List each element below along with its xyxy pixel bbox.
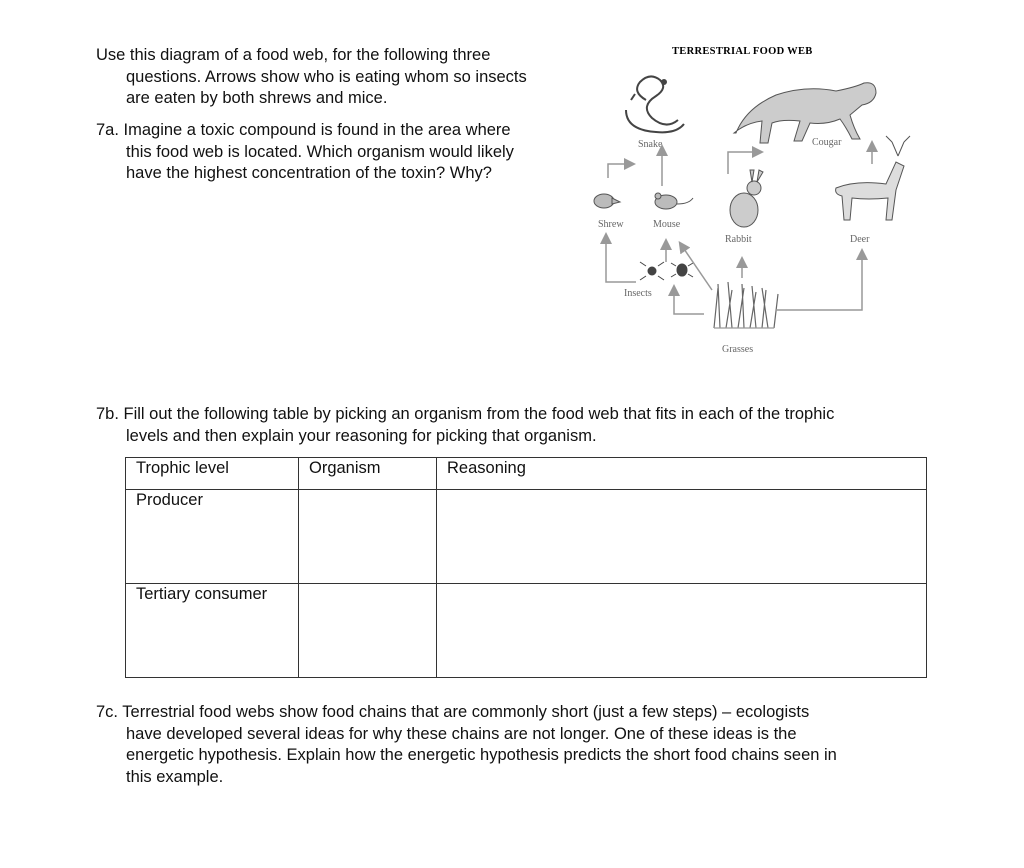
header-trophic-level: Trophic level [126,458,299,490]
cell-level-tertiary: Tertiary consumer [126,584,299,678]
q7a-line-1: 7a. Imagine a toxic compound is found in the area where [96,121,511,139]
mouse-illustration [655,193,693,209]
intro-line-3: are eaten by both shrews and mice. [126,89,388,107]
food-web-diagram [586,38,926,368]
label-rabbit: Rabbit [725,234,752,245]
question-7c [96,702,936,788]
label-shrew: Shrew [598,219,624,230]
trophic-level-table [125,457,927,678]
cell-reasoning-producer[interactable] [437,490,927,584]
q7a-line-2: this food web is located. Which organism would likely [126,142,514,161]
intro-text [96,45,596,110]
header-reasoning: Reasoning [437,458,927,490]
q7b-line-1: 7b. Fill out the following table by picking an organism from the food web that fits in each of the trophic [96,405,835,423]
q7c-line-4: this example. [126,767,224,786]
label-mouse: Mouse [653,219,681,230]
shrew-illustration [594,194,620,208]
label-deer: Deer [850,234,870,245]
q7c-line-1: 7c. Terrestrial food webs show food chains that are commonly short (just a few steps) – ecologists [96,703,810,721]
q7c-line-2: have developed several ideas for why these chains are not longer. One of these ideas is the [126,724,797,743]
label-insects: Insects [624,288,652,299]
cell-level-producer: Producer [126,490,299,584]
cell-organism-tertiary[interactable] [299,584,437,678]
insects-illustration [640,262,693,280]
diagram-title: TERRESTRIAL FOOD WEB [672,46,813,57]
cougar-illustration [734,83,876,143]
intro-line-2: questions. Arrows show who is eating whom so insects [126,67,527,86]
table-row [126,490,927,584]
grasses-illustration [714,282,778,328]
q7a-line-3: have the highest concentration of the toxin? Why? [126,164,492,182]
question-7b [96,404,936,447]
header-organism: Organism [299,458,437,490]
snake-illustration [626,76,684,132]
rabbit-illustration [730,170,763,227]
intro-line-1: Use this diagram of a food web, for the following three [96,46,491,64]
cell-organism-producer[interactable] [299,490,437,584]
label-snake: Snake [638,139,663,150]
q7b-line-2: levels and then explain your reasoning for picking that organism. [126,426,597,445]
label-grasses: Grasses [722,344,754,355]
q7c-line-3: energetic hypothesis. Explain how the energetic hypothesis predicts the short food chains seen in [126,746,837,764]
question-7a [96,120,596,185]
table-row [126,584,927,678]
cell-reasoning-tertiary[interactable] [437,584,927,678]
label-cougar: Cougar [812,137,842,148]
table-header-row [126,458,927,490]
deer-illustration [836,136,910,220]
